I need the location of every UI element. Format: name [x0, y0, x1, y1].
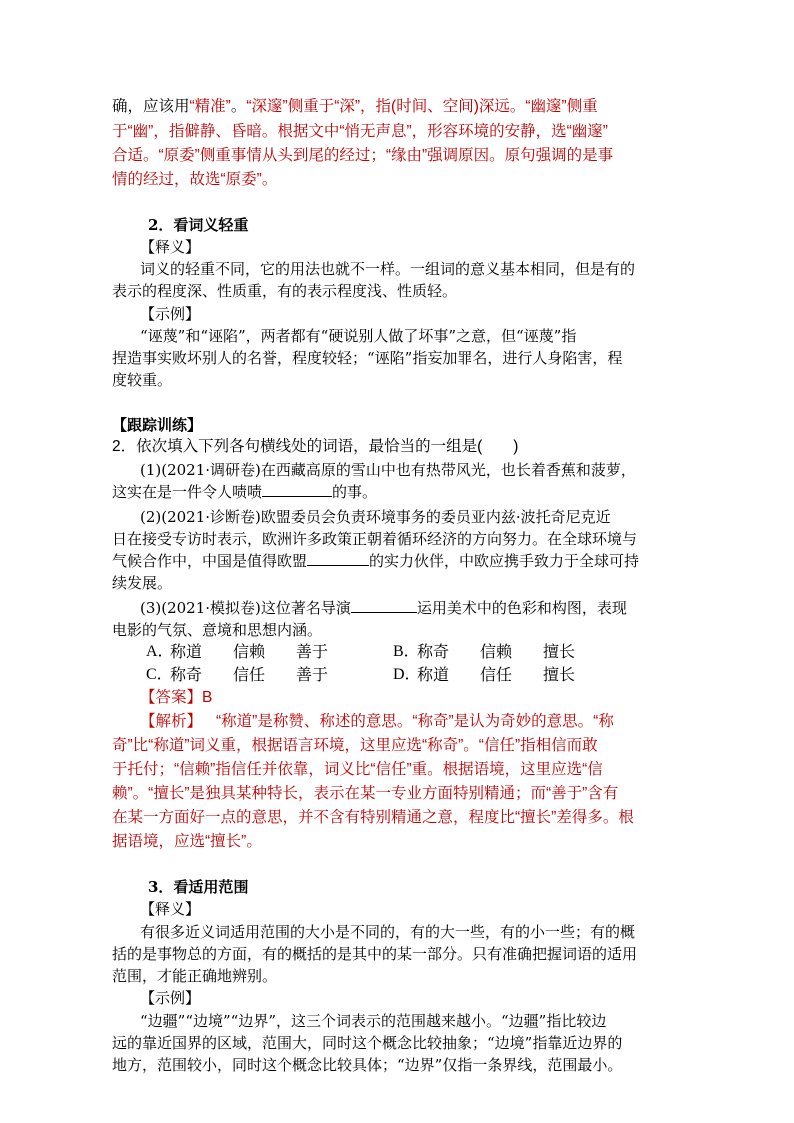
option-letter: C． — [146, 666, 173, 683]
analysis-line: 赖”。“擅长”是独具某种特长，表示在某一专业方面特别精通；而“善于”含有 — [112, 785, 619, 802]
intro-text: 侧重 — [566, 98, 598, 115]
analysis-line — [140, 711, 614, 733]
sentence-3-line: 电影的气氛、意境和思想内涵。 — [112, 621, 323, 639]
question-stem: 2．依次填入下列各句横线处的词语，最恰当的一组是( ) — [112, 438, 519, 455]
analysis-line: 于托付；“信赖”指信任并依靠，词义比“信任”重。根据语境，这里应选“信 — [112, 761, 603, 778]
intro-text: 侧重于 — [287, 98, 335, 115]
shili-label: 【示例】 — [140, 989, 201, 1007]
analysis-line: 奇”比“称道”词义重，根据语言环境，这里应选“称奇”。“信任”指相信而敢 — [112, 737, 598, 754]
option-word: 信赖 — [233, 642, 266, 661]
option-word: 称道 — [170, 642, 203, 661]
training-heading: 【跟踪训练】 — [112, 416, 203, 434]
section-3-shili-line: 地方，范围较小，同时这个概念比较具体；“边界”仅指一条界线，范围最小。 — [112, 1056, 623, 1074]
intro-line-2: 于“幽”，指僻静、昏暗。根据文中“悄无声息”，形容环境的安静，选“幽邃” — [112, 123, 608, 140]
sentence-1-line: (1)(2021·调研卷)在西藏高原的雪山中也有热带风光，也长着香蕉和菠萝， — [140, 461, 636, 479]
section-3-shiyi-line: 括的是事物总的方面，有的概括的是其中的某一部分。只有准确把握词语的适用 — [112, 945, 638, 963]
intro-text: 确，应该用 — [112, 98, 190, 115]
blank-line — [307, 551, 369, 566]
answer-label: 【答案】 — [140, 689, 203, 706]
answer-line — [140, 687, 212, 709]
blank-line — [351, 598, 417, 613]
section-2-shiyi-line: 词义的轻重不同，它的用法也就不一样。一组词的意义基本相同，但是有的 — [140, 260, 636, 278]
analysis-label: 【解析】 — [140, 713, 203, 730]
section-3-shili-line: “边疆”“边境”“边界”，这三个词表示的范围越来越小。“边疆”指比较边 — [140, 1012, 607, 1030]
section-2-heading: 2．看词义轻重 — [148, 216, 249, 234]
term-shen: “深” — [334, 98, 361, 115]
section-2-shili-line: “诬蔑”和“诬陷”，两者都有“硬说别人做了坏事”之意，但“诬蔑”指 — [140, 327, 577, 345]
sentence-text: 这实在是一件令人啧啧 — [112, 483, 263, 501]
section-3-heading: 3．看适用范围 — [148, 878, 249, 896]
option-letter: D． — [393, 666, 421, 683]
option-word: 称奇 — [417, 642, 450, 661]
analysis-line: 在某一方面好一点的意思，并不含有特别精通之意，程度比“擅长”差得多。根 — [112, 809, 634, 826]
section-2-shiyi-line: 表示的程度深、性质重，有的表示程度浅、性质轻。 — [112, 282, 458, 300]
option-letter: B． — [393, 643, 420, 660]
sentence-text: 气候合作中，中国是值得欧盟 — [112, 552, 308, 570]
section-3-shiyi-line: 范围，才能正确地辨别。 — [112, 967, 278, 985]
intro-line-1 — [112, 96, 598, 118]
analysis-text: “称道”是称赞、称述的意思。“称奇”是认为奇妙的意思。“称 — [216, 713, 614, 730]
term-yousui: “幽邃” — [525, 98, 567, 115]
sentence-text: 运用美术中的色彩和构图，表现 — [416, 599, 627, 617]
analysis-line: 据语境，应选“擅长”。 — [112, 833, 262, 850]
section-2-shili-line: 捏造事实败坏别人的名誉，程度较轻；“诬陷”指妄加罪名，进行人身陷害，程 — [112, 349, 623, 367]
shiyi-label: 【释义】 — [140, 900, 201, 918]
option-letter: A． — [146, 643, 174, 660]
option-word: 信赖 — [480, 642, 513, 661]
section-3-shiyi-line: 有很多近义词适用范围的大小是不同的，有的大一些，有的小一些；有的概 — [140, 923, 636, 941]
intro-text: 。 — [230, 98, 247, 115]
sentence-2-line: (2)(2021·诊断卷)欧盟委员会负责环境事务的委员亚内兹·波托奇尼克近 — [140, 508, 611, 526]
option-word: 称道 — [417, 665, 450, 684]
option-word: 信任 — [233, 665, 266, 684]
option-word: 擅长 — [543, 642, 576, 661]
answer-value: B — [202, 689, 213, 706]
sentence-text: (3)(2021·模拟卷)这位著名导演 — [140, 599, 351, 617]
sentence-text: 的事。 — [332, 483, 378, 501]
sentence-3-line — [140, 597, 627, 619]
intro-line-3: 合适。“原委”侧重事情从头到尾的经过；“缘由”强调原因。原句强调的是事 — [112, 147, 614, 164]
sentence-text: 的实力伙伴，中欧应携手致力于全球可持 — [369, 552, 640, 570]
sentence-2-line: 续发展。 — [112, 574, 173, 592]
shiyi-label: 【释义】 — [140, 238, 201, 256]
section-2-shili-line: 度较重。 — [112, 371, 173, 389]
option-word: 称奇 — [170, 665, 203, 684]
option-word: 善于 — [296, 642, 329, 661]
term-shensui: “深邃” — [246, 98, 288, 115]
blank-line — [262, 482, 332, 497]
term-jingzhun: “精准” — [189, 98, 231, 115]
intro-text: ，指(时间、空间)深远。 — [360, 98, 526, 115]
option-word: 善于 — [296, 665, 329, 684]
shili-label: 【示例】 — [140, 305, 201, 323]
sentence-2-line — [112, 550, 639, 572]
sentence-2-line: 日在接受专访时表示，欧洲许多政策正朝着循环经济的方向努力。在全球环境与 — [112, 530, 638, 548]
option-word: 信任 — [480, 665, 513, 684]
sentence-1-line — [112, 481, 377, 503]
option-word: 擅长 — [543, 665, 576, 684]
intro-line-4: 情的经过，故选“原委”。 — [112, 171, 278, 188]
section-3-shili-line: 远的靠近国界的区域，范围大，同时这个概念比较抽象；“边境”指靠近边界的 — [112, 1034, 623, 1052]
